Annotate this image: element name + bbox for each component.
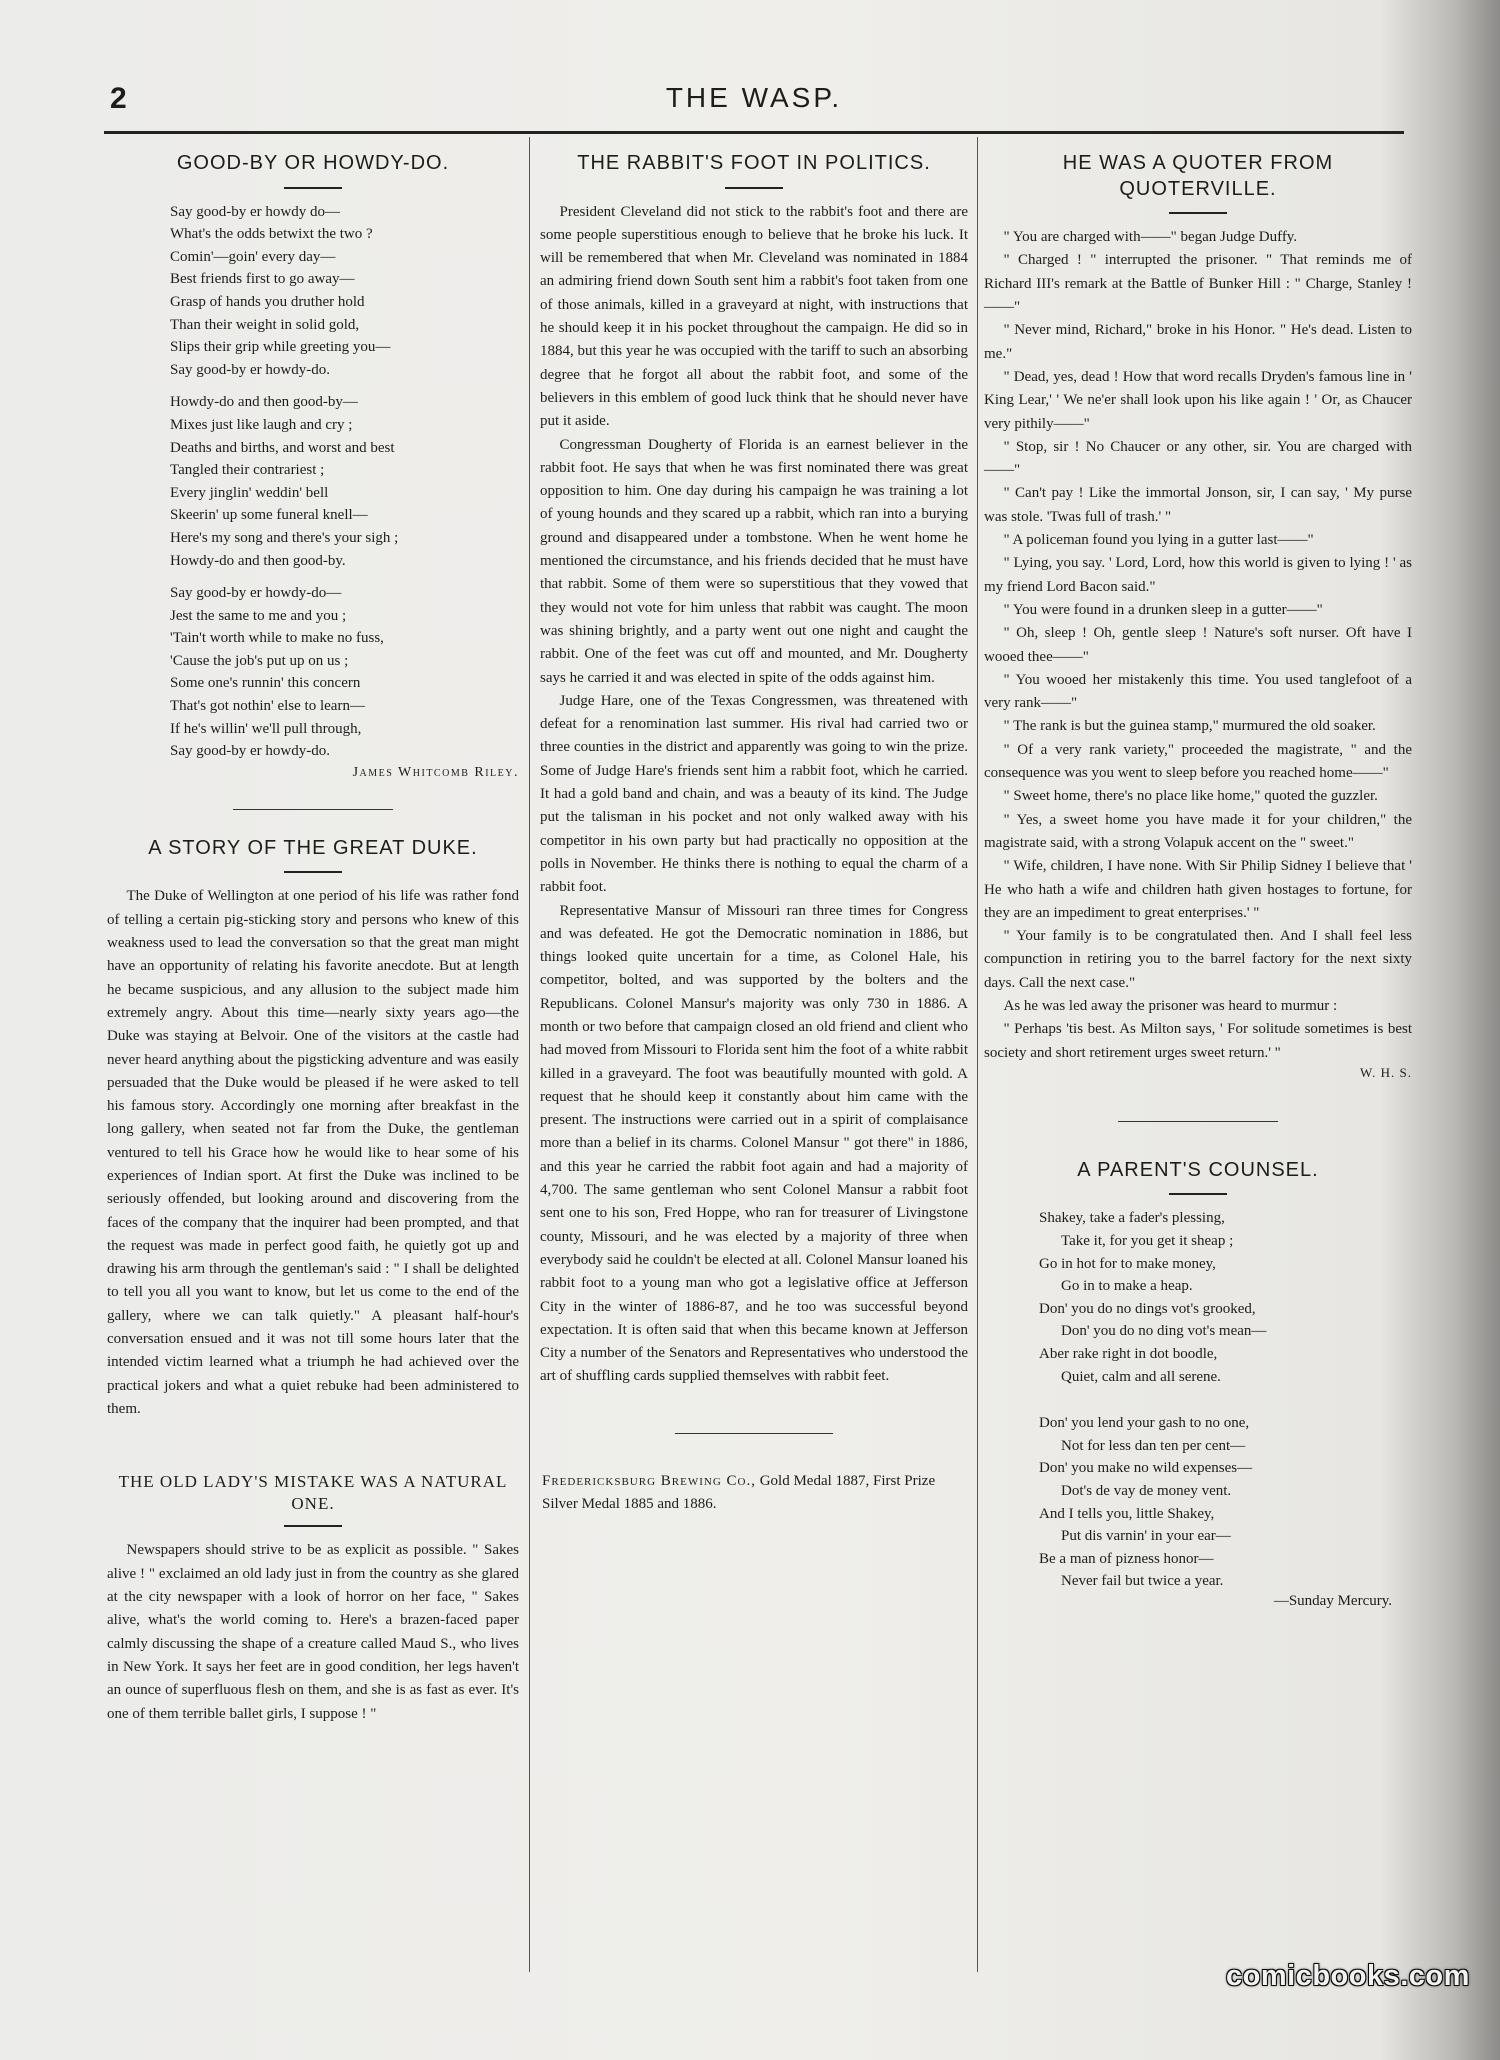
poem-stanza xyxy=(1039,1207,1412,1388)
page-number: 2 xyxy=(110,82,127,115)
watermark: comicbooks.com xyxy=(1226,1960,1470,1992)
dialogue-paragraph: " Lying, you say. ' Lord, Lord, how this world is given to lying ! ' as my friend Lord Bacon said." xyxy=(984,555,1412,595)
column-divider-2 xyxy=(977,137,978,1972)
poem-line: 'Tain't worth while to make no fuss, xyxy=(170,630,384,647)
poem-line: That's got nothin' else to learn— xyxy=(170,698,365,715)
poem-line: Put dis varnin' in your ear— xyxy=(1061,1528,1231,1545)
poem-line: Comin'—goin' every day— xyxy=(170,248,336,265)
article-paragraph: Congressman Dougherty of Florida is an earnest believer in the rabbit foot. He says that when he was first nominated there was great opposition to him. One day during his campaign he was training a lot of young hounds and they scared up a rabbit, which ran into a burying ground and disappeared under a tombstone. When he went home he mentioned the circumstance, and his friends decided that he must have that rabbit. Some of them were so superstitious that they vowed that they would not vote for him unless that rabbit was caught. The moon was shining brightly, and a party went out one night and caught the rabbit. One of the feet was cut off and mounted, and Mr. Dougherty says he carried it and was elected in spite of the odds against him. xyxy=(540,436,968,686)
poem-line: Say good-by er howdy-do. xyxy=(170,361,330,378)
parent-counsel-title: A PARENT'S COUNSEL. xyxy=(1077,1158,1319,1181)
title-dash xyxy=(1169,1193,1227,1195)
masthead: THE WASP. xyxy=(665,82,843,113)
dialogue-paragraph: " Sweet home, there's no place like home," quoted the guzzler. xyxy=(1003,788,1378,805)
section-divider xyxy=(1118,1121,1278,1122)
quoter-article xyxy=(984,226,1412,1065)
poem-line: Grasp of hands you druther hold xyxy=(170,293,365,310)
dialogue-paragraph: " Oh, sleep ! Oh, gentle sleep ! Nature's soft nurser. Oft have I wooed thee——" xyxy=(984,625,1412,665)
poem-line: Don' you lend your gash to no one, xyxy=(1039,1415,1250,1432)
brewing-ad xyxy=(542,1470,968,1516)
poem-title: GOOD-BY OR HOWDY-DO. xyxy=(176,152,450,174)
poem-line: Every jinglin' weddin' bell xyxy=(170,484,329,501)
title-dash xyxy=(284,187,342,189)
poem-line: Tangled their contrariest ; xyxy=(170,462,325,479)
column-3 xyxy=(984,142,1412,1610)
rabbit-foot-title: THE RABBIT'S FOOT IN POLITICS. xyxy=(577,152,931,174)
column-2 xyxy=(540,142,968,1516)
dialogue-paragraph: " Never mind, Richard," broke in his Honor. " He's dead. Listen to me." xyxy=(984,322,1412,362)
duke-story-text: The Duke of Wellington at one period of his life was rather fond of telling a certain pig-sticking story and persons who knew of this weakness used to lead the conversation so that the great man might have an opportunity of relating his favorite anecdote. But at length he became suspicious, and any allusion to the subject made him extremely angry. About this time—nearly sixty years ago—the Duke was staying at Belvoir. One of the visitors at the castle had never heard anything about the pigsticking adventure and was easily persuaded that the Duke would be pleased if he were asked to tell his famous story. Accordingly one morning after breakfast in the long gallery, when seated not far from the Duke, the gentleman ventured to tell his Grace how he would like to hear some of his experiences of Indian sport. At first the Duke was inclined to be seriously offended, but looking around and discovering from the faces of the company that the inquirer had been prompted, and that the request was made in perfect good faith, he quietly got up and drawing his arm through the gentleman's said : " I shall be delighted to tell you all you want to know, but let us come to the end of the gallery, where we can talk quietly." A pleasant half-hour's conversation ensued and it was not till some hours later that the intended victim learned what a triumph he had achieved over the practical jokers and what a quiet rebuke had been administered to them. xyxy=(107,888,519,1417)
poem-line: What's the odds betwixt the two ? xyxy=(170,226,373,243)
poem-line: Say good-by er howdy do— xyxy=(170,203,340,220)
title-dash xyxy=(1169,212,1227,214)
poem-stanza xyxy=(170,391,519,572)
section-divider xyxy=(675,1433,833,1434)
dialogue-paragraph: " Wife, children, I have none. With Sir Philip Sidney I believe that ' He who hath a wife and children hath given hostages to fortune, for they are an impediment to great enterprises.' " xyxy=(984,858,1412,921)
dialogue-paragraph: " Charged ! " interrupted the prisoner. " That reminds me of Richard III's remark at the Battle of Bunker Hill : " Charge, Stanley !——" xyxy=(984,252,1412,316)
poem-parents-counsel xyxy=(1039,1207,1412,1593)
poem-line: Say good-by er howdy-do— xyxy=(170,585,342,602)
poem-source: —Sunday Mercury. xyxy=(1273,1592,1392,1609)
poem-line: Don' you do no ding vot's mean— xyxy=(1061,1323,1267,1340)
poem-line: Here's my song and there's your sigh ; xyxy=(170,529,399,546)
poem-line: Than their weight in solid gold, xyxy=(170,316,360,333)
poem-line: Go in hot for to make money, xyxy=(1039,1255,1216,1272)
dialogue-paragraph: " You are charged with——" began Judge Duffy. xyxy=(1003,229,1298,246)
dialogue-paragraph: As he was led away the prisoner was heard to murmur : xyxy=(1003,997,1338,1014)
poem-line: Howdy-do and then good-by. xyxy=(170,552,346,569)
dialogue-paragraph: " A policeman found you lying in a gutter last——" xyxy=(1003,532,1314,549)
poem-stanza xyxy=(170,582,519,763)
ad-text: Gold Medal 1887, First Prize Silver Medal 1885 and 1886. xyxy=(542,1472,936,1512)
poem-line: Quiet, calm and all serene. xyxy=(1061,1368,1221,1385)
poem-line: Skeerin' up some funeral knell— xyxy=(170,507,368,524)
poem-stanza xyxy=(170,201,519,382)
title-dash xyxy=(284,871,342,873)
poem-line: Not for less dan ten per cent— xyxy=(1061,1437,1246,1454)
poem-line: Never fail but twice a year. xyxy=(1061,1573,1224,1590)
rabbit-foot-article xyxy=(540,201,968,1389)
article-paragraph: Judge Hare, one of the Texas Congressmen, was threatened with defeat for a renomination last summer. His rival had carried two or three counties in the district and apparently was going to win the prize. Some of Judge Hare's friends sent him a rabbit foot, which he carried. It had a gold band and chain, and was a beauty of its kind. The Judge put the talisman in his pocket and not only walked away with his competitor in his own party but had practically no opposition at the polls in November. He thinks there is nothing to equal the charm of a rabbit foot. xyxy=(540,692,968,896)
poem-line: Slips their grip while greeting you— xyxy=(170,339,391,356)
dialogue-paragraph: " Dead, yes, dead ! How that word recalls Dryden's famous line in ' King Lear,' ' We ne'er shall look upon his like again ! ' Or, as Chaucer very pithily——" xyxy=(984,368,1412,432)
poem-good-by xyxy=(170,201,519,763)
poem-line: Dot's de vay de money vent. xyxy=(1061,1483,1232,1499)
poem-line: And I tells you, little Shakey, xyxy=(1039,1505,1215,1522)
old-lady-text: Newspapers should strive to be as explicit as possible. " Sakes alive ! " exclaimed an old lady just in from the country as she glared at the city newspaper with a look of horror on her face, " Sakes alive, what's the world coming to. Here's a brazen-faced paper calmly discussing the shape of a creature called Maud S., who lives in New York. It says her feet are in good condition, her legs haven't an ounce of superfluous flesh on them, and she is as fast as ever. It's one of them terrible ballet girls, I suppose ! " xyxy=(107,1542,519,1722)
duke-story-title: A STORY OF THE GREAT DUKE. xyxy=(148,836,478,859)
dialogue-paragraph: " Your family is to be congratulated then. And I shall feel less compunction in retiring you to the barrel factory for the next sixty days. Call the next case." xyxy=(984,928,1412,991)
poem-author: James Whitcomb Riley. xyxy=(352,764,519,780)
header-rule xyxy=(104,131,1404,134)
poem-line: Say good-by er howdy-do. xyxy=(170,743,330,760)
column-1 xyxy=(107,142,519,1726)
dialogue-paragraph: " You were found in a drunken sleep in a gutter——" xyxy=(1003,601,1323,618)
dialogue-paragraph: " Can't pay ! Like the immortal Jonson, sir, I can say, ' My purse was stole. 'Twas full of trash.' " xyxy=(984,485,1412,525)
poem-line: Don' you make no wild expenses— xyxy=(1039,1460,1253,1477)
poem-line: Best friends first to go away— xyxy=(170,271,355,288)
old-lady-title: THE OLD LADY'S MISTAKE WAS A NATURAL ONE. xyxy=(118,1472,508,1514)
poem-stanza xyxy=(1039,1412,1412,1593)
dialogue-paragraph: " Yes, a sweet home you have made it for your children," the magistrate said, with a strong Volapuk accent on the " sweet." xyxy=(984,811,1412,851)
poem-line: Some one's runnin' this concern xyxy=(170,675,361,692)
poem-line: Go in to make a heap. xyxy=(1061,1278,1193,1295)
poem-line: Don' you do no dings vot's grooked, xyxy=(1039,1300,1256,1317)
poem-line: Shakey, take a fader's plessing, xyxy=(1039,1210,1225,1227)
poem-line: 'Cause the job's put up on us ; xyxy=(170,652,349,669)
poem-line: Take it, for you get it sheap ; xyxy=(1061,1233,1234,1250)
article-paragraph: President Cleveland did not stick to the rabbit's foot and there are some people superstitious enough to believe that he broke his luck. It will be remembered that when Mr. Cleveland was nominated in 1884 an admiring friend down South sent him a rabbit's foot taken from one of those animals, killed in a graveyard at night, with instructions that he should keep it in his pocket throughout the campaign. He did so in 1884, but this year he was occupied with the tariff to such an absorbing degree that he forgot all about the rabbit foot, and some of the believers in this emblem of good luck think that he should never have put it aside. xyxy=(540,203,968,430)
poem-line: Howdy-do and then good-by— xyxy=(170,394,358,411)
dialogue-paragraph: " Stop, sir ! No Chaucer or any other, sir. You are charged with——" xyxy=(984,438,1412,479)
poem-line: Mixes just like laugh and cry ; xyxy=(170,416,353,433)
section-divider xyxy=(233,809,393,810)
poem-line: Aber rake right in dot boodle, xyxy=(1039,1346,1218,1363)
dialogue-paragraph: " Perhaps 'tis best. As Milton says, ' For solitude sometimes is best society and short retirement urges sweet return.' " xyxy=(984,1021,1412,1061)
dialogue-paragraph: " You wooed her mistakenly this time. You used tanglefoot of a very rank——" xyxy=(984,671,1412,712)
quoter-title: HE WAS A QUOTER FROM QUOTERVILLE. xyxy=(1062,152,1334,200)
title-dash xyxy=(725,187,783,189)
poem-line: Jest the same to me and you ; xyxy=(170,607,347,624)
dialogue-paragraph: " Of a very rank variety," proceeded the magistrate, " and the consequence was you went to sleep before you reached home——" xyxy=(984,741,1412,782)
poem-line: If he's willin' we'll pull through, xyxy=(170,720,362,737)
quoter-signature: W. H. S. xyxy=(1360,1064,1412,1080)
poem-line: Be a man of pizness honor— xyxy=(1039,1550,1214,1567)
article-paragraph: Representative Mansur of Missouri ran three times for Congress and was defeated. He got the Democratic nomination in 1886, but things looked quite uncertain for a time, as Colonel Hale, his competitor, bolted, and was supported by the bolters and the Republicans. Colonel Mansur's majority was only 730 in 1886. A month or two before that campaign closed an old friend and client who had moved from Missouri to Florida sent him the foot of a white rabbit killed in a graveyard. The foot was beautifully mounted with gold. A request that he should keep it constantly about him came with the present. The instructions were carried out in a spirit of complaisance more than a belief in its charms. Colonel Mansur " got there" in 1886, and this year he carried the rabbit foot again and had a majority of 4,700. The same gentleman who sent Colonel Mansur a rabbit foot sent one to his son, Fred Hoppe, who ran for treasurer of Livingstone county, Missouri, and he was elected by a majority of three when everybody said he couldn't be elected at all. Colonel Mansur loaned his rabbit foot to a young man who got a legislative office at Jefferson City in the winter of 1886-87, and he too was successful beyond expectation. It is often said that when this became known at Jefferson City a number of the Senators and Representatives who understood the art of shuffling cards supplied themselves with rabbit feet. xyxy=(540,902,968,1385)
column-divider-1 xyxy=(529,137,530,1972)
dialogue-paragraph: " The rank is but the guinea stamp," murmured the old soaker. xyxy=(1003,718,1376,735)
page-header xyxy=(104,80,1404,126)
poem-line: Deaths and births, and worst and best xyxy=(170,439,395,456)
title-dash xyxy=(284,1525,342,1527)
ad-company: Fredericksburg Brewing Co., xyxy=(542,1472,756,1489)
